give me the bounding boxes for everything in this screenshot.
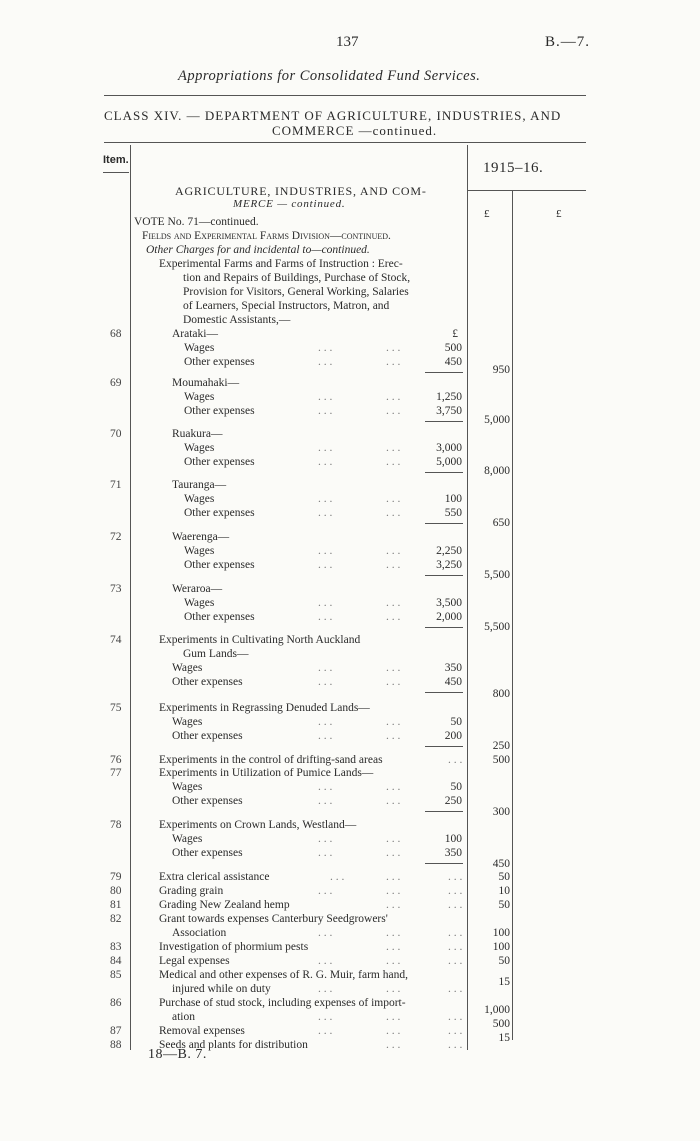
leader-dots: . . . (318, 1025, 333, 1037)
description-line2: tion and Repairs of Buildings, Purchase of Stock, (183, 272, 411, 284)
other-expenses-value: 5,000 (436, 456, 462, 468)
item-name: Experiments on Crown Lands, Westland— (159, 819, 357, 831)
description-line1: Experimental Farms and Farms of Instruction : Erec- (159, 258, 403, 270)
item-name: Investigation of phormium pests (159, 941, 309, 953)
leader-dots: . . . (448, 941, 463, 953)
item-total: 1,000 (484, 1004, 510, 1016)
other-expenses-label: Other expenses (184, 559, 255, 571)
leader-dots: . . . (386, 1025, 401, 1037)
leader-dots: . . . (448, 754, 463, 766)
leader-dots: . . . (330, 871, 345, 883)
leader-dots: . . . (318, 716, 333, 728)
leader-dots: . . . (448, 1025, 463, 1037)
other-expenses-label: Other expenses (172, 730, 243, 742)
item-name-line1: Purchase of stud stock, including expenses of import- (159, 997, 406, 1009)
year-underline (467, 190, 586, 191)
item-number: 83 (110, 941, 122, 953)
leader-dots: . . . (318, 955, 333, 967)
item-number: 85 (110, 969, 122, 981)
item-total: 950 (492, 364, 510, 376)
wages-value: 500 (444, 342, 462, 354)
wages-value: 100 (444, 833, 462, 845)
item-total: 5,500 (484, 621, 510, 633)
wages-value: 350 (444, 662, 462, 674)
item-number: 78 (110, 819, 122, 831)
leader-dots: . . . (318, 559, 333, 571)
other-expenses-value: 550 (444, 507, 462, 519)
wages-value: 2,250 (436, 545, 462, 557)
description-line3: Provision for Visitors, General Working, Salaries (183, 286, 409, 298)
other-expenses-value: 250 (444, 795, 462, 807)
item-total: 8,000 (484, 465, 510, 477)
other-expenses-value: 450 (444, 676, 462, 688)
item-number: 70 (110, 428, 122, 440)
other-expenses-label: Other expenses (172, 847, 243, 859)
leader-dots: . . . (318, 545, 333, 557)
item-column-divider (130, 145, 131, 1050)
leader-dots: . . . (318, 833, 333, 845)
item-name: Seeds and plants for distribution (159, 1039, 308, 1051)
item-total: 300 (492, 806, 510, 818)
leader-dots: . . . (448, 927, 463, 939)
item-total: 100 (492, 941, 510, 953)
leader-dots: . . . (318, 927, 333, 939)
leader-dots: . . . (318, 456, 333, 468)
subtotal-rule (425, 372, 463, 373)
leader-dots: . . . (318, 847, 333, 859)
page-number: 137 (336, 34, 359, 50)
leader-dots: . . . (448, 885, 463, 897)
leader-dots: . . . (386, 611, 401, 623)
subtotal-rule (425, 811, 463, 812)
other-expenses-value: 3,250 (436, 559, 462, 571)
subtotal-rule (425, 746, 463, 747)
class-heading-rule (104, 142, 586, 143)
leader-dots: . . . (386, 356, 401, 368)
amount-subcolumn-divider (512, 190, 513, 1040)
document-reference: B.—7. (545, 34, 591, 50)
item-name: Tauranga— (172, 479, 227, 491)
col2-unit: £ (556, 208, 562, 220)
item-number: 68 (110, 328, 122, 340)
amount-column-divider (467, 145, 468, 1050)
other-expenses-label: Other expenses (184, 356, 255, 368)
item-name: Experiments in Regrassing Denuded Lands— (159, 702, 370, 714)
wages-value: 1,250 (436, 391, 462, 403)
item-number: 84 (110, 955, 122, 967)
item-name: Removal expenses (159, 1025, 245, 1037)
leader-dots: . . . (386, 983, 401, 995)
item-name-line2: Gum Lands— (183, 648, 249, 660)
item-number: 88 (110, 1039, 122, 1051)
leader-dots: . . . (386, 545, 401, 557)
wages-label: Wages (184, 442, 215, 454)
item-name-line2: ation (172, 1011, 195, 1023)
leader-dots: . . . (386, 507, 401, 519)
item-name-line1: Grant towards expenses Canterbury Seedgrowers' (159, 913, 388, 925)
col1-unit: £ (484, 208, 490, 220)
section-title-line1: AGRICULTURE, INDUSTRIES, AND COM- (175, 184, 427, 198)
wages-label: Wages (184, 597, 215, 609)
leader-dots: . . . (386, 1039, 401, 1051)
leader-dots: . . . (386, 662, 401, 674)
subtotal-rule (425, 421, 463, 422)
item-total: 250 (492, 740, 510, 752)
item-name-line2: injured while on duty (172, 983, 271, 995)
leader-dots: . . . (448, 899, 463, 911)
leader-dots: . . . (318, 983, 333, 995)
item-number: 86 (110, 997, 122, 1009)
item-number: 73 (110, 583, 122, 595)
item-number: 75 (110, 702, 122, 714)
other-expenses-value: 3,750 (436, 405, 462, 417)
item-total: 800 (492, 688, 510, 700)
leader-dots: . . . (386, 833, 401, 845)
leader-dots: . . . (448, 1039, 463, 1051)
item-name-line1: Medical and other expenses of R. G. Muir, farm hand, (159, 969, 408, 981)
wages-label: Wages (172, 662, 203, 674)
leader-dots: . . . (386, 597, 401, 609)
item-total: 10 (498, 885, 510, 897)
item-total: 15 (498, 976, 510, 988)
running-title: Appropriations for Consolidated Fund Services. (178, 68, 481, 84)
leader-dots: . . . (318, 356, 333, 368)
year-header: 1915–16. (483, 160, 544, 176)
subtotal-rule (425, 575, 463, 576)
wages-value: 50 (450, 716, 462, 728)
leader-dots: . . . (386, 847, 401, 859)
leader-dots: . . . (386, 456, 401, 468)
other-expenses-label: Other expenses (172, 676, 243, 688)
wages-label: Wages (172, 781, 203, 793)
item-total: 15 (498, 1032, 510, 1044)
item-name: Experiments in the control of drifting-sand areas (159, 754, 383, 766)
wages-value: 100 (444, 493, 462, 505)
division-heading: Fields and Experimental Farms Division—continued. (142, 230, 391, 242)
wages-label: Wages (184, 545, 215, 557)
leader-dots: . . . (386, 405, 401, 417)
item-name: Arataki— (172, 328, 218, 340)
subtotal-rule (425, 627, 463, 628)
leader-dots: . . . (448, 1011, 463, 1023)
leader-dots: . . . (318, 662, 333, 674)
leader-dots: . . . (386, 955, 401, 967)
item-total: 500 (492, 754, 510, 766)
item-name: Grading New Zealand hemp (159, 899, 290, 911)
inner-unit: £ (452, 328, 458, 340)
wages-value: 50 (450, 781, 462, 793)
leader-dots: . . . (386, 342, 401, 354)
item-number: 76 (110, 754, 122, 766)
item-total: 500 (492, 1018, 510, 1030)
other-expenses-label: Other expenses (184, 507, 255, 519)
item-number: 79 (110, 871, 122, 883)
item-number: 69 (110, 377, 122, 389)
item-total: 650 (492, 517, 510, 529)
item-number: 71 (110, 479, 122, 491)
leader-dots: . . . (386, 493, 401, 505)
wages-label: Wages (172, 833, 203, 845)
item-name-line2: Association (172, 927, 227, 939)
leader-dots: . . . (318, 795, 333, 807)
leader-dots: . . . (318, 405, 333, 417)
other-expenses-value: 450 (444, 356, 462, 368)
item-name: Weraroa— (172, 583, 223, 595)
vote-number: VOTE No. 71—continued. (134, 216, 259, 228)
leader-dots: . . . (318, 885, 333, 897)
item-total: 450 (492, 858, 510, 870)
subtotal-rule (425, 472, 463, 473)
leader-dots: . . . (386, 559, 401, 571)
wages-label: Wages (172, 716, 203, 728)
item-name: Grading grain (159, 885, 224, 897)
leader-dots: . . . (318, 781, 333, 793)
item-number: 82 (110, 913, 122, 925)
leader-dots: . . . (386, 871, 401, 883)
wages-value: 3,500 (436, 597, 462, 609)
item-name: Ruakura— (172, 428, 223, 440)
leader-dots: . . . (318, 507, 333, 519)
item-number: 77 (110, 767, 122, 779)
item-name: Moumahaki— (172, 377, 240, 389)
wages-label: Wages (184, 493, 215, 505)
leader-dots: . . . (318, 442, 333, 454)
signature-mark: 18—B. 7. (148, 1047, 207, 1062)
item-total: 50 (498, 871, 510, 883)
item-column-header: Item. (103, 154, 129, 166)
subtotal-rule (425, 863, 463, 864)
leader-dots: . . . (386, 676, 401, 688)
item-total: 50 (498, 899, 510, 911)
section-title-line2: MERCE — continued. (233, 198, 346, 210)
leader-dots: . . . (386, 795, 401, 807)
item-total: 50 (498, 955, 510, 967)
other-expenses-value: 200 (444, 730, 462, 742)
item-name-line1: Experiments in Cultivating North Auckland (159, 634, 361, 646)
leader-dots: . . . (386, 781, 401, 793)
leader-dots: . . . (448, 955, 463, 967)
item-name: Legal expenses (159, 955, 230, 967)
leader-dots: . . . (318, 493, 333, 505)
leader-dots: . . . (318, 391, 333, 403)
other-expenses-label: Other expenses (184, 611, 255, 623)
wages-label: Wages (184, 391, 215, 403)
item-number: 87 (110, 1025, 122, 1037)
other-expenses-value: 350 (444, 847, 462, 859)
item-total: 5,500 (484, 569, 510, 581)
item-header-underline (103, 172, 129, 173)
other-expenses-value: 2,000 (436, 611, 462, 623)
leader-dots: . . . (386, 885, 401, 897)
leader-dots: . . . (318, 611, 333, 623)
leader-dots: . . . (448, 871, 463, 883)
class-heading-line2: COMMERCE —continued. (272, 123, 438, 138)
leader-dots: . . . (386, 730, 401, 742)
item-number: 72 (110, 531, 122, 543)
leader-dots: . . . (386, 899, 401, 911)
subtotal-rule (425, 692, 463, 693)
leader-dots: . . . (386, 716, 401, 728)
class-heading-line1: CLASS XIV. — DEPARTMENT OF AGRICULTURE, INDUSTRIES, AND (104, 108, 562, 123)
item-total: 100 (492, 927, 510, 939)
item-total: 5,000 (484, 414, 510, 426)
item-name: Extra clerical assistance (159, 871, 270, 883)
leader-dots: . . . (386, 442, 401, 454)
description-line4: of Learners, Special Instructors, Matron, and (183, 300, 390, 312)
description-line5: Domestic Assistants,— (183, 314, 291, 326)
leader-dots: . . . (318, 1011, 333, 1023)
other-expenses-label: Other expenses (172, 795, 243, 807)
other-expenses-label: Other expenses (184, 405, 255, 417)
item-name: Waerenga— (172, 531, 230, 543)
subhead: Other Charges for and incidental to—continued. (146, 244, 370, 256)
wages-value: 3,000 (436, 442, 462, 454)
leader-dots: . . . (386, 941, 401, 953)
item-number: 80 (110, 885, 122, 897)
leader-dots: . . . (386, 1011, 401, 1023)
subtotal-rule (425, 523, 463, 524)
item-number: 74 (110, 634, 122, 646)
leader-dots: . . . (448, 983, 463, 995)
leader-dots: . . . (318, 676, 333, 688)
leader-dots: . . . (318, 730, 333, 742)
item-number: 81 (110, 899, 122, 911)
item-name: Experiments in Utilization of Pumice Lands— (159, 767, 374, 779)
leader-dots: . . . (386, 391, 401, 403)
other-expenses-label: Other expenses (184, 456, 255, 468)
leader-dots: . . . (386, 927, 401, 939)
header-rule (104, 95, 586, 96)
leader-dots: . . . (318, 597, 333, 609)
leader-dots: . . . (318, 342, 333, 354)
wages-label: Wages (184, 342, 215, 354)
